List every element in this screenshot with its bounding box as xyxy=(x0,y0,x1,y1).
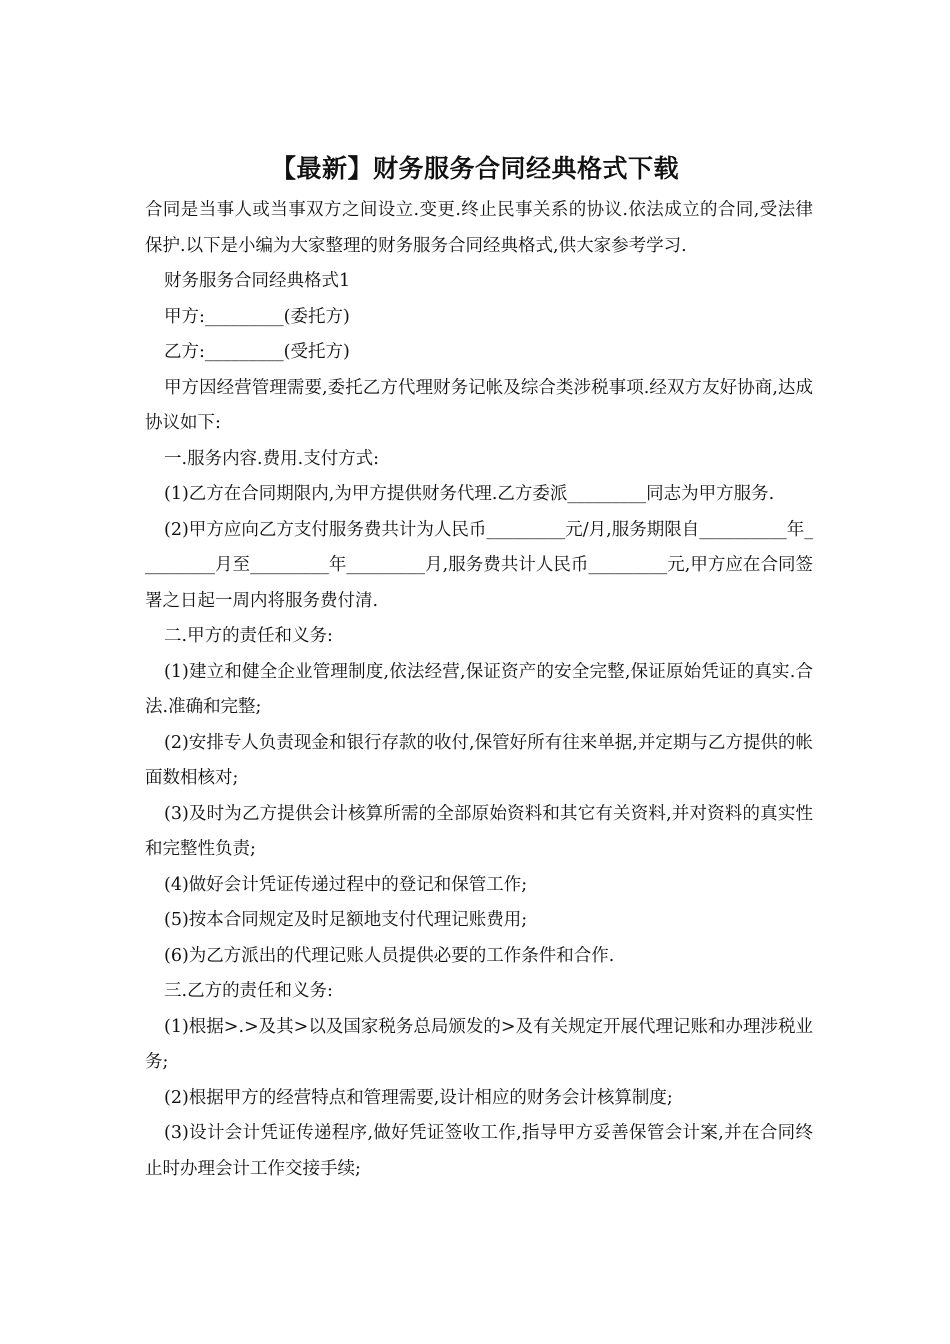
paragraph: 二.甲方的责任和义务: xyxy=(164,626,333,646)
paragraph: (2)安排专人负责现金和银行存款的收付,保管好所有往来单据,并定期与乙方提供的帐面数相核对; xyxy=(145,732,813,788)
document-body xyxy=(145,193,813,1187)
paragraph: 合同是当事人或当事双方之间设立.变更.终止民事关系的协议.依法成立的合同,受法律保护.以下是小编为大家整理的财务服务合同经典格式,供大家参考学习. xyxy=(145,200,813,256)
paragraph: (3)设计会计凭证传递程序,做好凭证签收工作,指导甲方妥善保管会计案,并在合同终止时办理会计工作交接手续; xyxy=(145,1123,813,1179)
document-title: 【最新】财务服务合同经典格式下载 xyxy=(270,154,679,183)
paragraph: (1)根据>.>及其>以及国家税务总局颁发的>及有关规定开展代理记账和办理涉税业务; xyxy=(145,1016,814,1072)
paragraph: 一.服务内容.费用.支付方式: xyxy=(164,448,380,469)
paragraph: 甲方:_________(委托方) xyxy=(164,306,350,327)
paragraph: (1)建立和健全企业管理制度,依法经营,保证资产的安全完整,保证原始凭证的真实.合法.准确和完整; xyxy=(145,661,813,717)
paragraph: (2)根据甲方的经营特点和管理需要,设计相应的财务会计核算制度; xyxy=(164,1087,673,1108)
paragraph: (6)为乙方派出的代理记账人员提供必要的工作条件和合作. xyxy=(164,945,615,966)
paragraph: 甲方因经营管理需要,委托乙方代理财务记帐及综合类涉税事项.经双方友好协商,达成协议如下: xyxy=(145,377,813,433)
paragraph: (5)按本合同规定及时足额地支付代理记账费用; xyxy=(164,910,528,930)
paragraph: (3)及时为乙方提供会计核算所需的全部原始资料和其它有关资料,并对资料的真实性和完整性负责; xyxy=(145,803,813,859)
paragraph: 三.乙方的责任和义务: xyxy=(164,981,333,1001)
paragraph: (1)乙方在合同期限内,为甲方提供财务代理.乙方委派_________同志为甲方服务. xyxy=(164,484,775,504)
paragraph: (2)甲方应向乙方支付服务费共计为人民币_________元/月,服务期限自__________年_________月至_________年_________月,服务费共计人民币_________元,甲方应在合同签署之日起一周内将服务费付清. xyxy=(145,519,813,611)
paragraph: 财务服务合同经典格式1 xyxy=(164,271,351,291)
paragraph: (4)做好会计凭证传递过程中的登记和保管工作; xyxy=(164,874,528,895)
paragraph: 乙方:_________(受托方) xyxy=(164,342,350,362)
